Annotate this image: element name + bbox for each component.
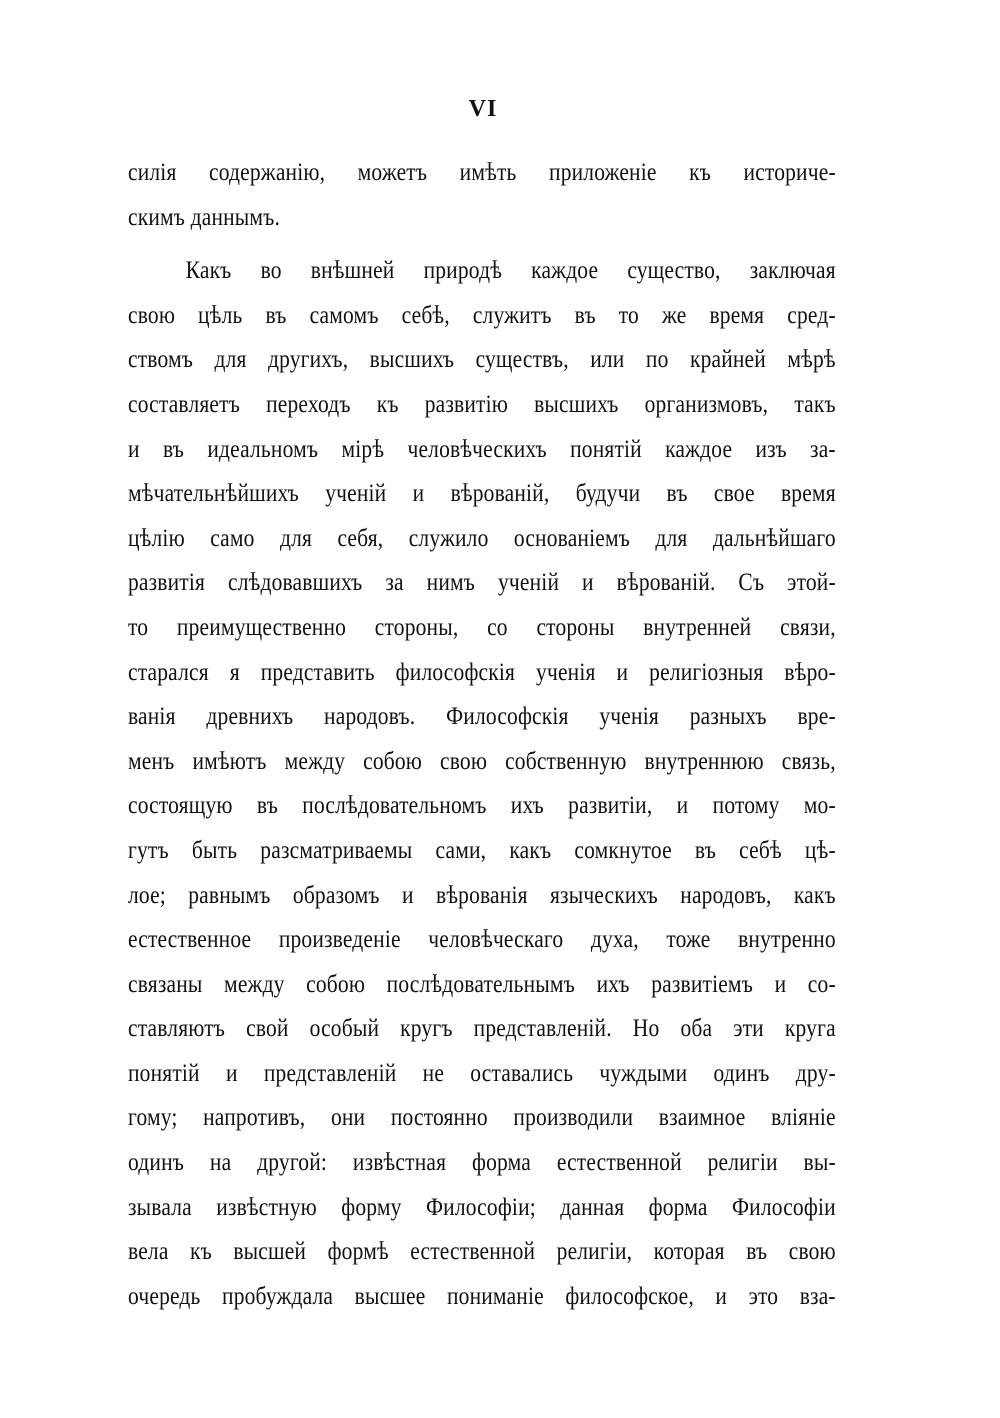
text-line: менъ имѣютъ между собою свою собственную внутреннюю связь, [128,747,836,775]
text-line: лое; равнымъ образомъ и вѣрованія языческихъ народовъ, какъ [128,881,836,909]
text-line: связаны между собою послѣдовательнымъ ихъ развитіемъ и со- [128,970,836,998]
text-line: мѣчательнѣйшихъ ученій и вѣрованій, будучи въ свое время [128,480,836,508]
text-line: зывала извѣстную форму Философіи; данная форма Философіи [128,1193,836,1221]
text-line: силія содержанію, можетъ имѣть приложеніе къ историче- [128,159,836,186]
text-line: состоящую въ послѣдовательномъ ихъ развитіи, и потому мо- [128,792,836,820]
text-line: ставляютъ свой особый кругъ представленій. Но оба эти круга [128,1015,836,1043]
text-line: и въ идеальномъ мірѣ человѣческихъ понятій каждое изъ за- [128,435,836,463]
text-line: гому; напротивъ, они постоянно производили взаимное вліяніе [128,1104,836,1132]
text-line: вела къ высшей формѣ естественной религіи, которая въ свою [128,1238,836,1266]
paragraph-continuation [128,151,836,240]
paragraph-main [128,249,836,1319]
text-line: ванія древнихъ народовъ. Философскія ученія разныхъ вре- [128,703,836,731]
page-number: VI [468,96,498,122]
paragraph-gap [128,240,836,249]
text-line: очередь пробуждала высшее пониманіе философское, и это вза- [128,1282,836,1310]
text-line: цѣлію само для себя, служило основаніемъ для дальнѣйшаго [128,524,836,552]
text-line: то преимущественно стороны, со стороны внутренней связи, [128,613,836,641]
body-text [128,151,836,1319]
text-line: понятій и представленій не оставались чуждыми одинъ дру- [128,1059,836,1087]
text-line: свою цѣль въ самомъ себѣ, служитъ въ то же время сред- [128,301,836,329]
text-line: одинъ на другой: извѣстная форма естественной религіи вы- [128,1149,836,1177]
text-line: составляетъ переходъ къ развитію высшихъ организмовъ, такъ [128,390,836,418]
text-line: старался я представить философскія ученія и религіозныя вѣро- [128,658,836,686]
text-line: скимъ даннымъ. [128,203,281,231]
text-line: естественное произведеніе человѣческаго духа, тоже внутренно [128,926,836,954]
text-line: ствомъ для другихъ, высшихъ существъ, или по крайней мѣрѣ [128,346,836,374]
text-line: развитія слѣдовавшихъ за нимъ ученій и вѣрованій. Съ этой- [128,569,836,597]
text-line: Какъ во внѣшней природѣ каждое существо, заключая [185,257,836,285]
text-line: гутъ быть разсматриваемы сами, какъ сомкнутое въ себѣ цѣ- [128,836,836,864]
